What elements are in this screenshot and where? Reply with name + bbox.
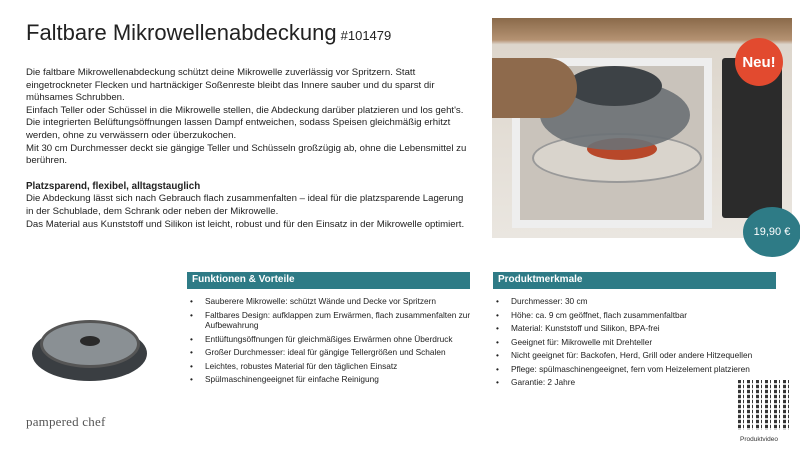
list-item: • Spülmaschinengeeignet für einfache Reinigung	[188, 374, 473, 385]
qr-label: Produktvideo	[740, 436, 778, 443]
specs-list	[494, 296, 779, 391]
list-item: • Material: Kunststoff und Silikon, BPA-frei	[494, 323, 779, 334]
list-item: • Garantie: 2 Jahre	[494, 377, 779, 388]
desc-subheading: Platzsparend, flexibel, alltagstauglich	[26, 180, 201, 192]
list-item: • Nicht geeignet für: Backofen, Herd, Grill oder andere Hitzequellen	[494, 350, 779, 361]
list-item: • Leichtes, robustes Material für den täglichen Einsatz	[188, 361, 473, 372]
list-item: • Großer Durchmesser: ideal für gängige Tellergrößen und Schalen	[188, 347, 473, 358]
new-badge: Neu!	[735, 38, 783, 86]
features-list	[188, 296, 473, 388]
list-item: • Pflege: spülmaschinengeeignet, fern vom Heizelement platzieren	[494, 364, 779, 375]
desc-paragraph: Einfach Teller oder Schüssel in die Mikrowelle stellen, die Abdeckung darüber platzieren und los geht's. Die integrierten Belüftungsöffnungen lassen Dampf entweichen, sodass Speisen gleichmäßig erhitzt werden, ohne zu verwässern oder überzukochen.	[26, 104, 464, 141]
desc-paragraph: Das Material aus Kunststoff und Silikon ist leicht, robust und für den Einsatz in der Mikrowelle optimiert.	[26, 218, 465, 230]
list-item: • Durchmesser: 30 cm	[494, 296, 779, 307]
specs-heading: Produktmerkmale	[493, 272, 776, 289]
desc-paragraph: Die faltbare Mikrowellenabdeckung schützt deine Mikrowelle zuverlässig vor Spritzern. Statt eingetrockneter Flecken und hartnäckiger Soßenreste bleibt das Innere sauber und du sparst dir mühsames Schrubben.	[26, 67, 435, 104]
article-number: #101479	[340, 28, 392, 43]
features-heading: Funktionen & Vorteile	[187, 272, 470, 289]
list-item: • Höhe: ca. 9 cm geöffnet, flach zusammenfaltbar	[494, 310, 779, 321]
qr-code[interactable]	[738, 380, 790, 430]
price-badge: 19,90 €	[743, 207, 800, 257]
desc-paragraph: Die Abdeckung lässt sich nach Gebrauch flach zusammenfalten – ideal für die platzsparende Lagerung in der Schublade, dem Schrank oder neben der Mikrowelle.	[26, 193, 464, 217]
list-item: • Sauberere Mikrowelle: schützt Wände und Decke vor Spritzern	[188, 296, 473, 307]
description	[26, 67, 471, 231]
list-item: • Faltbares Design: aufklappen zum Erwärmen, flach zusammenfalten zur Aufbewahrung	[188, 310, 473, 331]
page-title	[26, 20, 391, 46]
list-item: • Entlüftungsöffnungen für gleichmäßiges Erwärmen ohne Überdruck	[188, 334, 473, 345]
list-item: • Geeignet für: Mikrowelle mit Drehteller	[494, 337, 779, 348]
product-photo-cover	[26, 312, 151, 382]
brand-logo: pampered chef	[26, 414, 106, 429]
title-text: Faltbare Mikrowellenabdeckung	[26, 20, 337, 45]
desc-paragraph: Mit 30 cm Durchmesser deckt sie gängige Teller und Schüsseln großzügig ab, ohne die Lebensmittel zu berühren.	[26, 142, 467, 167]
